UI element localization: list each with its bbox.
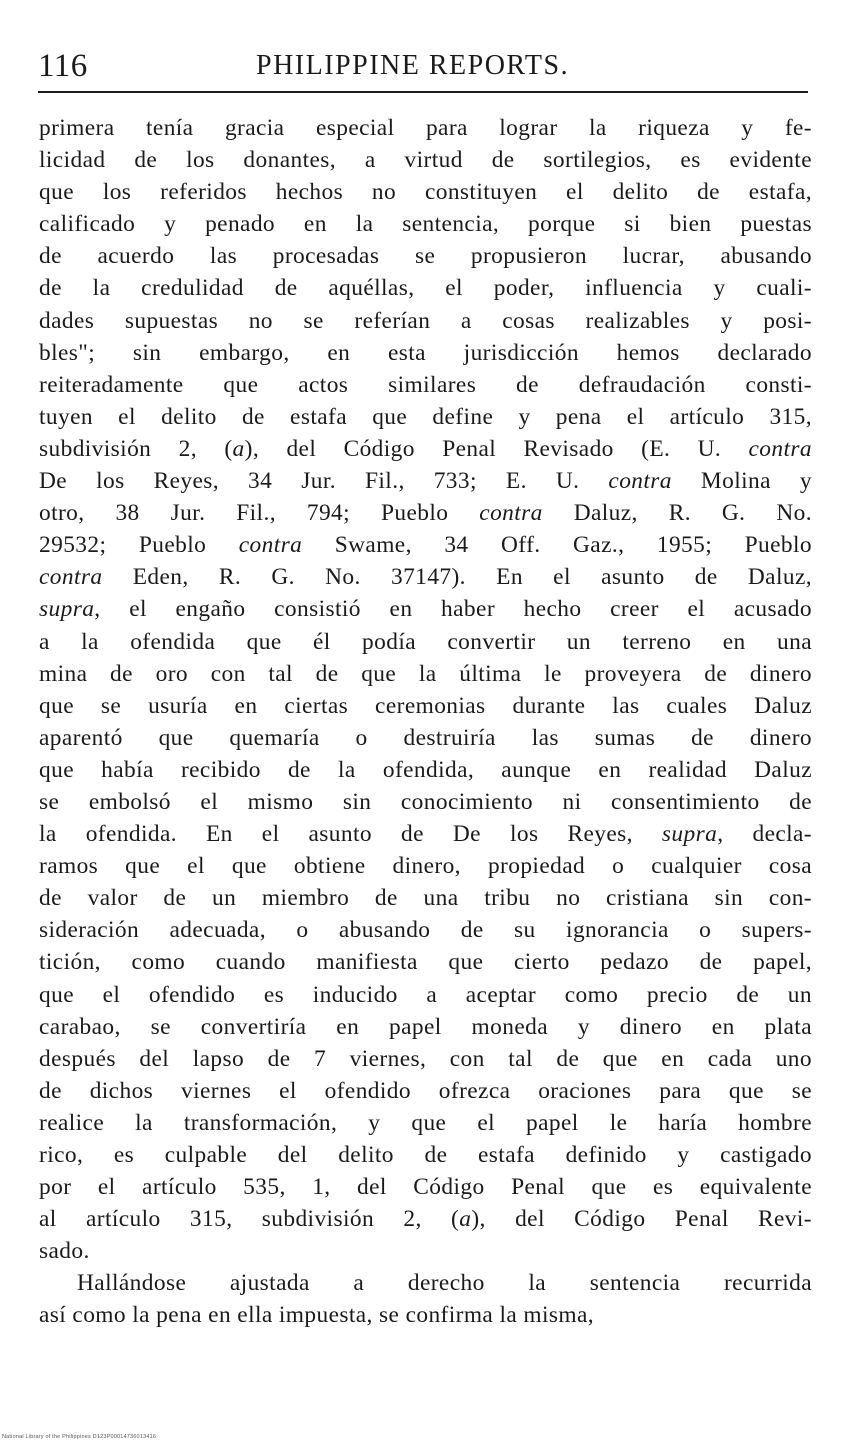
scan-credit: National Library of the Philippines D123P00014736013416 <box>2 1434 157 1440</box>
text-line: que los referidos hechos no constituyen el delito de estafa, <box>39 179 812 206</box>
text-line: de acuerdo las procesadas se propusieron lucrar, abusando <box>39 243 812 270</box>
text-line: De los Reyes, 34 Jur. Fil., 733; E. U. contra Molina y <box>39 468 812 495</box>
text-line: de valor de un miembro de una tribu no cristiana sin con- <box>39 885 812 912</box>
text-line: así como la pena en ella impuesta, se confirma la misma, <box>39 1302 595 1329</box>
text-line: otro, 38 Jur. Fil., 794; Pueblo contra Daluz, R. G. No. <box>39 500 812 527</box>
text-line: rico, es culpable del delito de estafa definido y castigado <box>39 1142 812 1168</box>
paragraph-1 <box>39 112 812 1267</box>
text-line: que el ofendido es inducido a aceptar como precio de un <box>39 981 812 1008</box>
page-number: 116 <box>38 48 88 84</box>
text-line: subdivisión 2, (a), del Código Penal Revisado (E. U. contra <box>39 435 812 462</box>
text-line: se embolsó el mismo sin conocimiento ni consentimiento de <box>39 788 812 815</box>
text-line: calificado y penado en la sentencia, porque si bien puestas <box>39 211 812 238</box>
page-header <box>38 48 808 92</box>
running-head: PHILIPPINE REPORTS. <box>256 50 570 81</box>
text-line: reiteradamente que actos similares de defraudación consti- <box>39 371 812 398</box>
text-line: por el artículo 535, 1, del Código Penal que es equivalente <box>39 1174 812 1201</box>
text-line: sideración adecuada, o abusando de su ignorancia o supers- <box>39 917 812 944</box>
text-line: tuyen el delito de estafa que define y pena el artículo 315, <box>39 403 812 430</box>
text-line: licidad de los donantes, a virtud de sortilegios, es evidente <box>39 147 812 174</box>
text-line: de dichos viernes el ofendido ofrezca oraciones para que se <box>39 1077 812 1104</box>
text-line: tición, como cuando manifiesta que cierto pedazo de papel, <box>39 949 812 976</box>
text-line: carabao, se convertiría en papel moneda y dinero en plata <box>39 1013 812 1040</box>
text-line: que se usuría en ciertas ceremonias durante las cuales Daluz <box>39 692 812 719</box>
text-line: mina de oro con tal de que la última le proveyera de dinero <box>39 660 812 687</box>
body-text <box>39 112 812 1332</box>
text-line: dades supuestas no se referían a cosas realizables y posi- <box>39 307 812 334</box>
text-line: Hallándose ajustada a derecho la sentencia recurrida <box>77 1270 812 1297</box>
header-rule <box>38 91 808 93</box>
text-line: bles"; sin embargo, en esta jurisdicción hemos declarado <box>39 339 812 366</box>
text-line: supra, el engaño consistió en haber hecho creer el acusado <box>39 596 812 623</box>
text-line: primera tenía gracia especial para lograr la riqueza y fe- <box>39 115 812 141</box>
text-line: al artículo 315, subdivisión 2, (a), del Código Penal Revi- <box>39 1206 812 1233</box>
text-line: aparentó que quemaría o destruiría las sumas de dinero <box>39 724 812 751</box>
text-line: de la credulidad de aquéllas, el poder, influencia y cuali- <box>39 275 812 302</box>
text-line: contra Eden, R. G. No. 37147). En el asunto de Daluz, <box>39 564 812 591</box>
text-line: después del lapso de 7 viernes, con tal de que en cada uno <box>39 1045 812 1072</box>
text-line: realice la transformación, y que el papel le haría hombre <box>39 1109 812 1136</box>
text-line: que había recibido de la ofendida, aunque en realidad Daluz <box>39 756 812 783</box>
text-line: ramos que el que obtiene dinero, propiedad o cualquier cosa <box>39 853 812 880</box>
text-line: a la ofendida que él podía convertir un terreno en una <box>39 628 812 655</box>
text-line: 29532; Pueblo contra Swame, 34 Off. Gaz., 1955; Pueblo <box>39 532 812 559</box>
paragraph-2 <box>39 1267 812 1331</box>
text-line: sado. <box>39 1238 90 1265</box>
text-line: la ofendida. En el asunto de De los Reyes, supra, decla- <box>39 821 812 848</box>
